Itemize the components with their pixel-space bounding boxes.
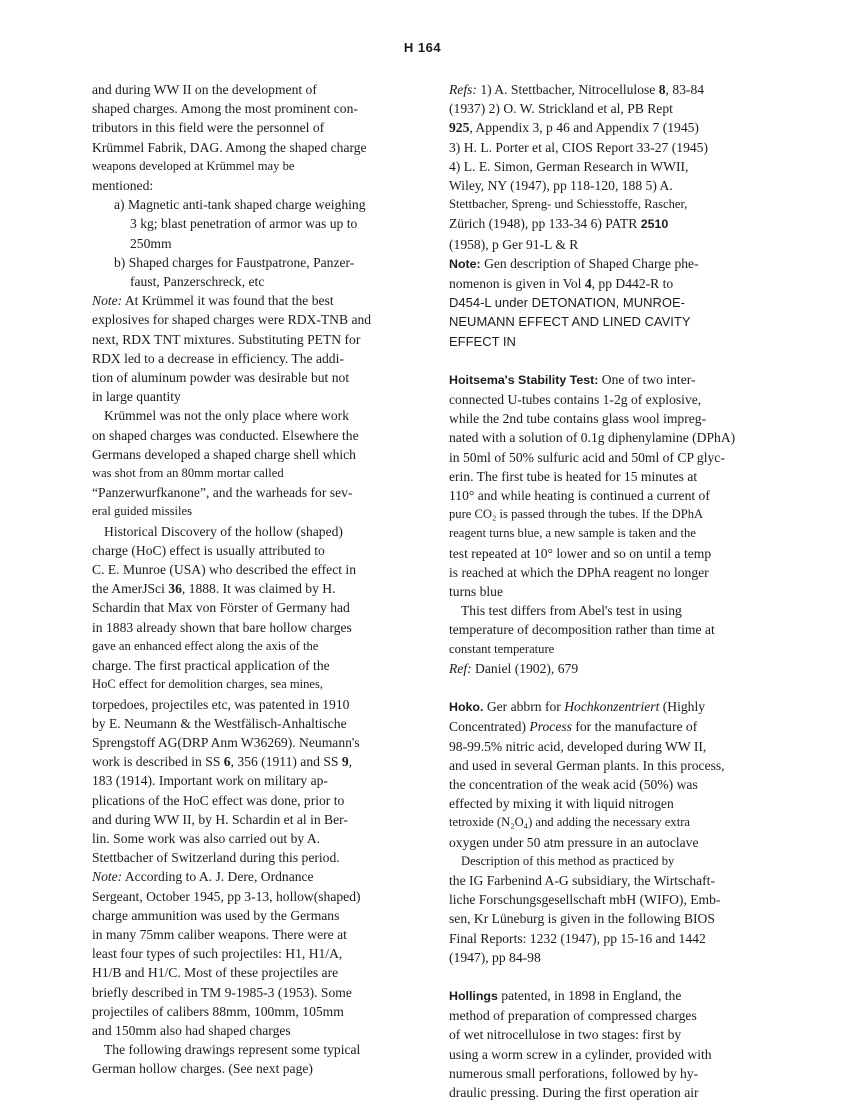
report-number: 925 (449, 120, 470, 136)
text-line: (1958), p Ger 91-L & R (449, 236, 579, 252)
text-line: connected U-tubes contains 1-2g of explosive, (449, 392, 702, 408)
text-run: Ger abbrn for (483, 699, 565, 715)
text-line: 3) H. L. Porter et al, CIOS Report 33-27 (1945) (449, 139, 708, 155)
page-number-header: H 164 (403, 40, 442, 55)
text-line: briefly described in TM 9-1985-3 (1953). Some (92, 984, 352, 1000)
text-line: effected by mixing it with liquid nitrogen (449, 796, 674, 812)
text-line: mentioned: (92, 178, 154, 194)
text-line: in 1883 already shown that bare hollow charges (92, 619, 352, 635)
text-line: in large quantity (92, 389, 181, 405)
text-line: gave an enhanced effect along the axis of the (92, 638, 319, 653)
ref-label: Ref: (449, 660, 472, 676)
text-line: eral guided missiles (92, 504, 193, 519)
note-label: Note: (449, 256, 481, 271)
text-line: 98-99.5% nitric acid, developed during WW II, (449, 738, 707, 754)
volume-number: 4 (584, 276, 592, 292)
text-line: 4) L. E. Simon, German Research in WWII, (449, 158, 689, 174)
entry-heading: Hollings (449, 988, 498, 1003)
text-run: Zürich (1948), pp 133-34 6) PATR (449, 216, 641, 232)
text-line: liche Forschungsgesellschaft mbH (WIFO), Emb- (449, 892, 721, 908)
text-line: method of preparation of compressed charges (449, 1008, 697, 1024)
volume-number: 6 (223, 754, 231, 770)
text-line: This test differs from Abel's test in using (461, 603, 682, 619)
text-line: the IG Farbenind A-G subsidiary, the Wirtschaft- (449, 872, 715, 888)
text-run: Hochkonzentriert (564, 699, 660, 715)
spacer (449, 967, 781, 986)
text-line: Krümmel was not the only place where work (104, 408, 349, 424)
note-label: Note: (92, 293, 123, 309)
text-line (449, 986, 781, 1006)
text-line: turns blue (449, 584, 503, 600)
entry-heading: Hoitsema's Stability Test: (449, 372, 599, 387)
text-line: in 50ml of 50% sulfuric acid and 50ml of CP glyc- (449, 449, 725, 465)
list-item: b) Shaped charges for Faustpatrone, Panzer- (114, 254, 355, 270)
text-line: charge ammunition was used by the Germans (92, 907, 340, 923)
text-run: Gen description of Shaped Charge phe- (480, 255, 699, 271)
text-line: tributors in this field were the personnel of (92, 120, 325, 136)
text-line: temperature of decomposition rather than time at (449, 622, 715, 638)
text-line: the concentration of the weak acid (50%) was (449, 776, 698, 792)
text-run: At Krümmel it was found that the best (122, 293, 334, 309)
text-run: work is described in SS (92, 754, 224, 770)
text-line: draulic pressing. During the first operation air (449, 1084, 699, 1100)
text-line: Description of this method as practiced by (461, 853, 675, 868)
text-line (92, 579, 420, 598)
text-line: by E. Neumann & the Westfälisch-Anhaltische (92, 715, 347, 731)
entry-heading: Hoko. (449, 700, 484, 715)
text-line: constant temperature (449, 641, 555, 656)
text-line: pure CO₂ is passed through the tubes. If the DPhA (449, 507, 704, 522)
text-line: Schardin that Max von Förster of Germany had (92, 600, 350, 616)
text-line (449, 659, 781, 678)
text-line: Sprengstoff AG(DRP Anm W36269). Neumann's (92, 734, 360, 750)
text-line: faust, Panzerschreck, etc (130, 274, 265, 290)
text-line: shaped charges. Among the most prominent con- (92, 101, 358, 117)
note-label: Note: (92, 869, 123, 885)
text-line: EFFECT IN (449, 333, 516, 349)
text-line: sen, Kr Lüneburg is given in the following BIOS (449, 911, 715, 927)
text-line (449, 214, 781, 234)
text-line: Final Reports: 1232 (1947), pp 15-16 and 1442 (449, 930, 706, 946)
spacer (449, 351, 781, 370)
text-line (92, 867, 420, 886)
text-run: patented, in 1898 in England, the (497, 987, 682, 1003)
text-line: HoC effect for demolition charges, sea mines, (92, 677, 324, 692)
text-line: C. E. Munroe (USA) who described the effect in (92, 562, 357, 578)
text-line: torpedoes, projectiles etc, was patented in 1910 (92, 696, 350, 712)
text-run: , Appendix 3, p 46 and Appendix 7 (1945) (469, 120, 699, 136)
text-line: Wiley, NY (1947), pp 118-120, 188 5) A. (449, 178, 673, 194)
text-run: for the manufacture of (571, 719, 698, 735)
text-line: is reached at which the DPhA reagent no longer (449, 564, 709, 580)
text-line: RDX led to a decrease in efficiency. The addi- (92, 350, 344, 366)
text-line: Germans developed a shaped charge shell which (92, 446, 356, 462)
text-line: on shaped charges was conducted. Elsewhere the (92, 427, 359, 443)
text-line (92, 291, 420, 310)
volume-number: 8 (658, 82, 666, 97)
text-line: 183 (1914). Important work on military ap- (92, 773, 328, 789)
text-line: tetroxide (N₂O₄) and adding the necessary extra (449, 815, 690, 830)
text-run: 1) A. Stettbacher, Nitrocellulose (476, 82, 659, 97)
spacer (449, 678, 781, 697)
text-line: (1947), pp 84-98 (449, 949, 541, 965)
text-line: Krümmel Fabrik, DAG. Among the shaped charge (92, 139, 367, 155)
text-line: charge. The first practical application of the (92, 658, 330, 674)
text-line: and during WW II, by H. Schardin et al in Ber- (92, 811, 348, 827)
text-line: lin. Some work was also carried out by A. (92, 830, 321, 846)
text-run: , (348, 754, 353, 770)
text-line: plications of the HoC effect was done, prior to (92, 792, 345, 808)
text-line: tion of aluminum powder was desirable but not (92, 370, 350, 386)
left-column (92, 80, 420, 1079)
text-line: least four types of such projectiles: H1, H1/A, (92, 946, 343, 962)
text-line: NEUMANN EFFECT AND LINED CAVITY (449, 314, 691, 330)
text-line: while the 2nd tube contains glass wool impreg- (449, 411, 707, 427)
text-line: weapons developed at Krümmel may be (92, 158, 295, 173)
volume-number: 9 (341, 754, 349, 770)
text-line: explosives for shaped charges were RDX-TNB and (92, 312, 372, 328)
text-line: Sergeant, October 1945, pp 3-13, hollow(shaped) (92, 888, 361, 904)
text-run: According to A. J. Dere, Ordnance (122, 869, 314, 885)
text-line: was shot from an 80mm mortar called (92, 466, 284, 481)
text-line: numerous small perforations, followed by hy- (449, 1065, 699, 1081)
text-line (449, 254, 781, 274)
report-number: 2510 (640, 217, 669, 232)
text-line: Stettbacher of Switzerland during this period. (92, 850, 340, 866)
text-line: next, RDX TNT mixtures. Substituting PETN for (92, 331, 361, 347)
text-run: , pp D442-R to (591, 276, 674, 292)
text-run: the AmerJSci (92, 581, 169, 597)
text-line: H1/B and H1/C. Most of these projectiles are (92, 965, 339, 981)
volume-number: 36 (168, 581, 182, 597)
text-line: Historical Discovery of the hollow (shaped) (104, 523, 343, 539)
text-line: and during WW II on the development of (92, 82, 317, 97)
text-run: , 356 (1911) and SS (230, 754, 342, 770)
text-run: Daniel (1902), 679 (471, 660, 579, 676)
right-column (449, 80, 781, 1102)
text-line (449, 697, 781, 717)
text-line: in many 75mm caliber weapons. There were at (92, 926, 347, 942)
text-line: The following drawings represent some typical (104, 1042, 361, 1058)
text-line: using a worm screw in a cylinder, provided with (449, 1046, 712, 1062)
text-run: , 1888. It was claimed by H. (181, 581, 336, 597)
text-line: German hollow charges. (See next page) (92, 1061, 313, 1077)
text-run: Concentrated) (449, 719, 530, 735)
text-line: 250mm (130, 235, 172, 251)
text-line: reagent turns blue, a new sample is taken and the (449, 526, 696, 541)
text-line: and used in several German plants. In this process, (449, 757, 725, 773)
text-line: “Panzerwurfkanone”, and the warheads for sev- (92, 485, 353, 501)
text-line: Stettbacher, Spreng- und Schiesstoffe, Rascher, (449, 197, 688, 212)
text-line: nated with a solution of 0.1g diphenylamine (DPhA) (449, 430, 736, 446)
text-run: nomenon is given in Vol (449, 276, 585, 292)
text-run: , 83-84 (665, 82, 705, 97)
text-line: erin. The first tube is heated for 15 minutes at (449, 468, 698, 484)
text-line: test repeated at 10° lower and so on until a temp (449, 545, 712, 561)
text-line: 3 kg; blast penetration of armor was up to (130, 216, 358, 232)
text-run: One of two inter- (598, 371, 696, 387)
text-line: 110° and while heating is continued a current of (449, 488, 710, 504)
text-line (449, 80, 781, 99)
text-line: projectiles of calibers 88mm, 100mm, 105mm (92, 1003, 344, 1019)
text-line (449, 118, 781, 137)
text-run: (Highly (659, 699, 706, 715)
text-line (449, 717, 781, 736)
text-line (449, 370, 781, 390)
text-line: and 150mm also had shaped charges (92, 1022, 291, 1038)
text-line (449, 274, 781, 293)
text-line: of wet nitrocellulose in two stages: first by (449, 1027, 682, 1043)
text-line: charge (HoC) effect is usually attributed to (92, 542, 325, 558)
list-item: a) Magnetic anti-tank shaped charge weighing (114, 197, 366, 213)
text-line (92, 752, 420, 771)
text-line: oxygen under 50 atm pressure in an autoclave (449, 834, 699, 850)
text-line: D454-L under DETONATION, MUNROE- (449, 295, 685, 311)
refs-label: Refs: (449, 82, 477, 97)
text-run: Process (529, 719, 572, 735)
text-line: (1937) 2) O. W. Strickland et al, PB Rept (449, 101, 673, 117)
